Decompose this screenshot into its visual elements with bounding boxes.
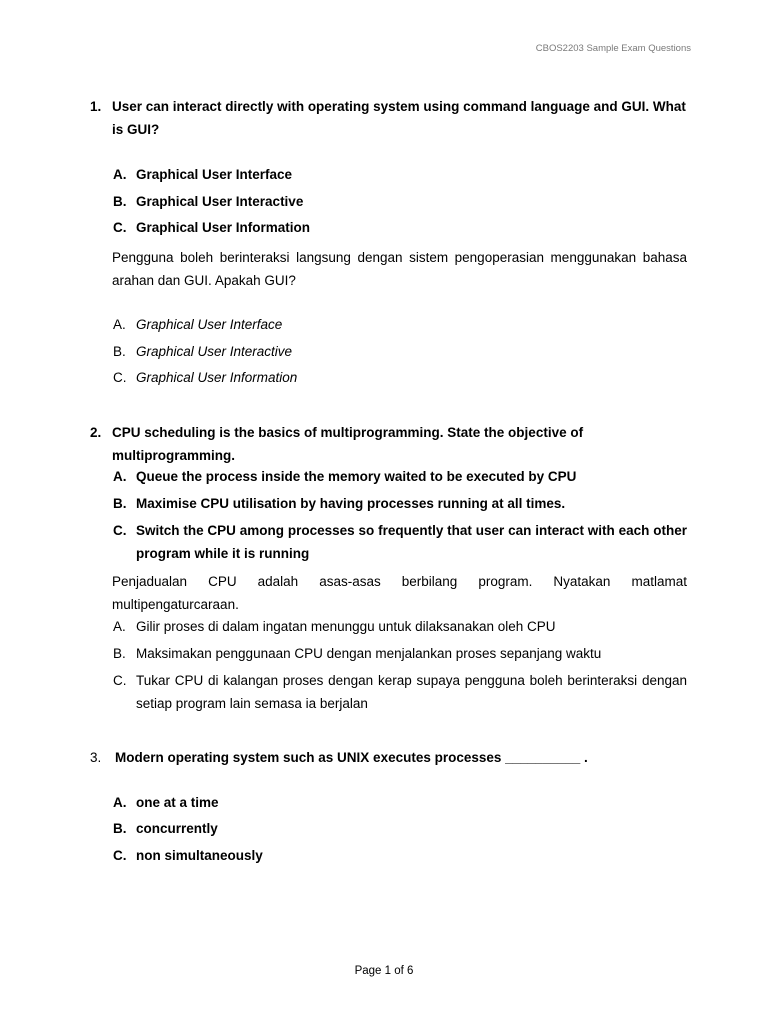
option-text: Graphical User Interactive xyxy=(136,194,304,209)
option-text: Graphical User Interactive xyxy=(136,344,293,359)
malay-option-b xyxy=(113,642,687,665)
page-header: CBOS2203 Sample Exam Questions xyxy=(535,43,691,54)
question-number: 2. xyxy=(90,425,102,440)
option-text: Maksimakan penggunaan CPU dengan menjalankan proses sepanjang waktu xyxy=(136,646,602,661)
option-letter: A. xyxy=(113,469,127,484)
option-letter: B. xyxy=(113,194,127,209)
malay-question-text: Penjadualan CPU adalah asas-asas berbilang program. Nyatakan matlamat multipengaturcaraan. xyxy=(112,574,687,612)
option-letter: C. xyxy=(113,370,127,385)
option-b xyxy=(113,492,687,515)
question-number: 3. xyxy=(90,750,102,765)
option-a xyxy=(113,163,687,186)
option-a xyxy=(113,465,687,488)
option-letter: C. xyxy=(113,848,127,863)
option-text: Queue the process inside the memory waited to be executed by CPU xyxy=(136,469,577,484)
option-letter: B. xyxy=(113,344,126,359)
page-footer: Page 1 of 6 xyxy=(354,965,414,977)
malay-question-text: Pengguna boleh berinteraksi langsung dengan sistem pengoperasian menggunakan bahasa arahan dan GUI. Apakah GUI? xyxy=(112,250,687,288)
option-text: Maximise CPU utilisation by having processes running at all times. xyxy=(136,496,566,511)
malay-option-c xyxy=(113,366,687,389)
question-number: 1. xyxy=(90,99,102,114)
option-letter: C. xyxy=(113,220,127,235)
question-text: CPU scheduling is the basics of multiprogramming. State the objective of multiprogramming. xyxy=(112,425,584,463)
malay-option-a xyxy=(113,615,687,638)
option-text: Gilir proses di dalam ingatan menunggu untuk dilaksanakan oleh CPU xyxy=(136,619,556,634)
option-text: concurrently xyxy=(136,821,218,836)
option-text: Tukar CPU di kalangan proses dengan kerap supaya pengguna boleh berinteraksi dengan setiap program lain semasa ia berjalan xyxy=(136,673,687,711)
option-letter: A. xyxy=(113,317,126,332)
option-text: non simultaneously xyxy=(136,848,263,863)
malay-option-c xyxy=(113,669,687,715)
question-1 xyxy=(90,95,698,141)
option-a xyxy=(113,791,687,814)
option-text: Graphical User Information xyxy=(136,220,311,235)
option-letter: A. xyxy=(113,795,127,810)
option-letter: B. xyxy=(113,496,127,511)
question-text: User can interact directly with operating system using command language and GUI. What is GUI? xyxy=(112,99,686,137)
option-text: one at a time xyxy=(136,795,219,810)
option-text: Graphical User Information xyxy=(136,370,298,385)
option-letter: C. xyxy=(113,523,127,538)
option-text: Graphical User Interface xyxy=(136,317,283,332)
option-letter: A. xyxy=(113,619,126,634)
option-text: Graphical User Interface xyxy=(136,167,293,182)
option-b xyxy=(113,190,687,213)
option-b xyxy=(113,817,687,840)
question-3 xyxy=(90,746,698,769)
malay-option-a xyxy=(113,313,687,336)
question-text: Modern operating system such as UNIX executes processes __________ . xyxy=(115,750,588,765)
option-c xyxy=(113,519,687,565)
option-letter: C. xyxy=(113,673,127,688)
option-letter: B. xyxy=(113,821,127,836)
option-c xyxy=(113,844,687,867)
option-letter: A. xyxy=(113,167,127,182)
option-text: Switch the CPU among processes so frequently that user can interact with each other program while it is running xyxy=(136,523,687,561)
question-2 xyxy=(90,421,698,467)
option-c xyxy=(113,216,687,239)
option-letter: B. xyxy=(113,646,126,661)
malay-option-b xyxy=(113,340,687,363)
